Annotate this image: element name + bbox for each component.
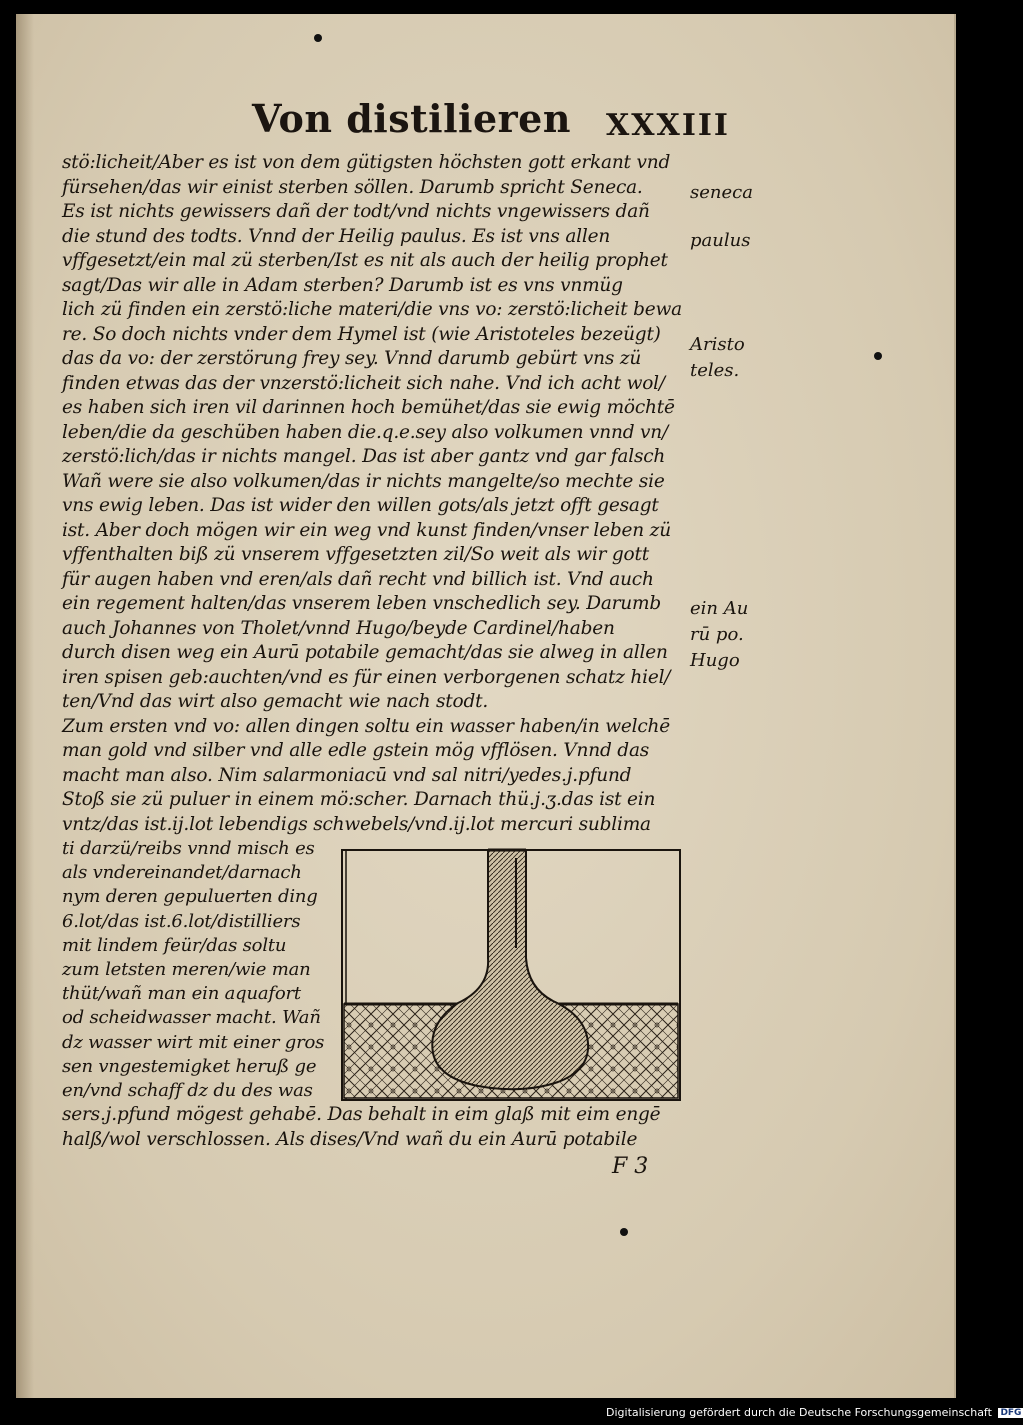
- text-line: durch disen weg ein Aurū potabile gemacht/das sie alweg in allen: [62, 642, 668, 663]
- text-line: Stoß sie zü puluer in einem mö:scher. Darnach thü.j.ʒ.das ist ein: [62, 789, 656, 810]
- text-line: man gold vnd silber vnd alle edle gstein mög vfflösen. Vnnd das: [62, 740, 650, 761]
- text-line: für augen haben vnd eren/als dañ recht vnd billich ist. Vnd auch: [62, 568, 654, 590]
- page-mark-dot: [314, 34, 322, 42]
- margin-note: teles.: [690, 360, 740, 381]
- text-line: zum letsten meren/wie man: [62, 959, 311, 980]
- margin-note: rū po.: [690, 624, 744, 645]
- running-head: Von distilieren: [252, 96, 571, 141]
- margin-note: paulus: [690, 230, 751, 251]
- text-line: mit lindem feür/das soltu: [62, 934, 287, 956]
- text-line: 6.lot/das ist.6.lot/distilliers: [62, 910, 301, 932]
- text-line: halß/wol verschlossen. Als dises/Vnd wañ du ein Aurū potabile: [62, 1128, 638, 1150]
- text-line: finden etwas das der vnzerstö:licheit sich nahe. Vnd ich acht wol/: [62, 372, 665, 394]
- text-line: en/vnd schaff dz du des was: [62, 1080, 313, 1101]
- text-line: Wañ were sie also volkumen/das ir nichts mangelte/so mechte sie: [62, 470, 665, 492]
- text-line: dz wasser wirt mit einer gros: [62, 1031, 325, 1053]
- text-line: ist. Aber doch mögen wir ein weg vnd kunst finden/vnser leben zü: [62, 519, 671, 541]
- text-line: sers.j.pfund mögest gehabē. Das behalt in eim glaß mit eim engē: [62, 1104, 661, 1125]
- text-line: vffgesetzt/ein mal zü sterben/Ist es nit als auch der heilig prophet: [62, 250, 668, 271]
- footer-text: Digitalisierung gefördert durch die Deutsche Forschungsgemeinschaft: [606, 1406, 992, 1419]
- text-line: Zum ersten vnd vo: allen dingen soltu ein wasser haben/in welchē: [62, 715, 670, 737]
- page-mark-dot: [874, 352, 882, 360]
- text-line: als vndereinandet/darnach: [62, 862, 302, 884]
- text-line: ti darzü/reibs vnnd misch es: [62, 838, 315, 859]
- text-line: die stund des todts. Vnnd der Heilig paulus. Es ist vns allen: [62, 225, 611, 247]
- page-mark-dot: [620, 1228, 628, 1236]
- margin-note: Hugo: [690, 650, 740, 671]
- text-line: vffenthalten biß zü vnserem vffgesetzten zil/So weit als wir gott: [62, 544, 649, 565]
- text-line: thüt/wañ man ein aquafort: [62, 983, 301, 1005]
- text-line: Es ist nichts gewissers dañ der todt/vnd nichts vngewissers dañ: [62, 201, 650, 222]
- signature-mark: F 3: [612, 1154, 649, 1179]
- text-line: stö:licheit/Aber es ist von dem gütigsten höchsten gott erkant vnd: [62, 152, 671, 173]
- text-line: fürsehen/das wir einist sterben söllen. Darumb spricht Seneca.: [62, 176, 643, 198]
- text-line: vntz/das ist.ij.lot lebendigs schwebels/vnd.ij.lot mercuri sublima: [62, 813, 651, 835]
- text-line: leben/die da geschüben haben die.q.e.sey also volkumen vnnd vn/: [62, 421, 669, 443]
- text-line: zerstö:lich/das ir nichts mangel. Das ist aber gantz vnd gar falsch: [62, 446, 666, 467]
- dfg-logo: DFG: [1000, 1408, 1022, 1418]
- text-line: sagt/Das wir alle in Adam sterben? Darumb ist es vns vnmüg: [62, 274, 623, 296]
- text-line: es haben sich iren vil darinnen hoch bemühet/das sie ewig möchtē: [62, 397, 675, 418]
- text-line: re. So doch nichts vnder dem Hymel ist (wie Aristoteles bezeügt): [62, 323, 661, 345]
- text-line: iren spisen geb:auchten/vnd es für einen verborgenen schatz hiel/: [62, 666, 671, 688]
- text-line: vns ewig leben. Das ist wider den willen gots/als jetzt offt gesagt: [62, 495, 659, 516]
- footer-credit: [606, 1406, 1023, 1419]
- text-line: nym deren gepuluerten ding: [62, 886, 318, 908]
- folio-number: XXXIII: [606, 108, 730, 143]
- text-line: auch Johannes von Tholet/vnnd Hugo/beyde Cardinel/haben: [62, 617, 615, 639]
- text-line: ten/Vnd das wirt also gemacht wie nach stodt.: [62, 691, 489, 712]
- page-gutter-shadow: [16, 14, 34, 1398]
- distillation-woodcut: [338, 838, 684, 1102]
- text-line: das da vo: der zerstörung frey sey. Vnnd darumb gebürt vns zü: [62, 348, 642, 369]
- text-line: ein regement halten/das vnserem leben vnschedlich sey. Darumb: [62, 593, 661, 614]
- text-line: od scheidwasser macht. Wañ: [62, 1007, 321, 1029]
- margin-note: ein Au: [690, 598, 749, 619]
- text-line: lich zü finden ein zerstö:liche materi/die vns vo: zerstö:licheit bewa: [62, 299, 682, 320]
- text-line: macht man also. Nim salarmoniacū vnd sal nitri/yedes.j.pfund: [62, 764, 632, 786]
- margin-note: seneca: [690, 182, 753, 203]
- margin-note: Aristo: [690, 334, 745, 355]
- text-line: sen vngestemigket heruß ge: [62, 1055, 317, 1077]
